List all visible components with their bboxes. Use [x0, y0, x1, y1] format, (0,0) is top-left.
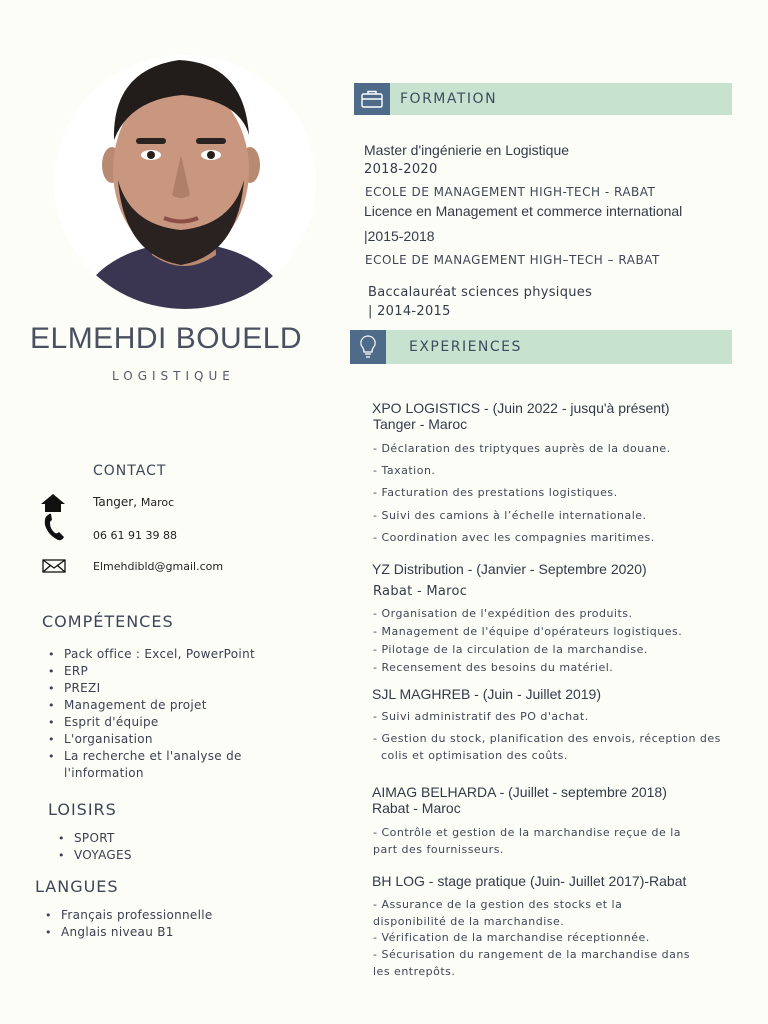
formation-heading: FORMATION	[400, 91, 498, 107]
candidate-name: ELMEHDI BOUELD	[30, 322, 303, 355]
briefcase-icon	[354, 83, 390, 115]
formation-line: Licence en Management et commerce international	[364, 203, 683, 219]
job-task: - Pilotage de la circulation de la marchandise.	[373, 643, 648, 656]
contact-heading: CONTACT	[93, 463, 167, 479]
contact-email: Elmehdibld@gmail.com	[93, 560, 224, 573]
list-item: • Anglais niveau B1	[45, 924, 213, 941]
formation-line: |2015-2018	[364, 228, 435, 244]
job-task: - Suivi des camions à l’échelle internationale.	[373, 509, 647, 522]
job-task: - Vérification de la marchandise réceptionnée.	[373, 931, 650, 944]
job-task: - Sécurisation du rangement de la marchandise dans	[373, 948, 691, 961]
job-title: SJL MAGHREB - (Juin - Juillet 2019)	[372, 686, 601, 702]
job-task: - Gestion du stock, planification des envois, réception des	[373, 732, 721, 745]
list-item: l'information	[64, 766, 144, 780]
job-location: Rabat - Maroc	[372, 800, 461, 816]
job-task: - Organisation de l'expédition des produits.	[373, 607, 633, 620]
envelope-icon	[42, 558, 66, 577]
skills-list	[48, 646, 255, 782]
job-task: disponibilité de la marchandise.	[373, 915, 565, 928]
formation-line: 2018-2020	[364, 162, 438, 177]
contact-address	[93, 495, 174, 509]
job-task: - Management de l'équipe d'opérateurs logistiques.	[373, 625, 683, 638]
job-task: - Facturation des prestations logistiques.	[373, 486, 618, 499]
hobbies-list	[58, 830, 132, 864]
job-task: - Coordination avec les compagnies maritimes.	[373, 531, 655, 544]
job-task: - Recensement des besoins du matériel.	[373, 661, 614, 674]
formation-line: | 2014-2015	[368, 304, 451, 319]
list-item: • SPORT	[58, 830, 132, 847]
experiences-bar	[350, 330, 732, 364]
job-task: colis et optimisation des coûts.	[381, 749, 568, 762]
job-location: Rabat - Maroc	[373, 584, 468, 599]
contact-phone: 06 61 91 39 88	[93, 529, 177, 542]
skills-heading: COMPÉTENCES	[42, 612, 174, 631]
job-title: AIMAG BELHARDA - (Juillet - septembre 2018)	[372, 784, 667, 800]
phone-icon	[44, 513, 66, 545]
list-item: • ERP	[48, 663, 255, 680]
job-task: - Déclaration des triptyques auprès de la douane.	[373, 442, 671, 455]
job-task: les entrepôts.	[373, 965, 456, 978]
languages-list	[45, 907, 213, 941]
list-item: • L'organisation	[48, 731, 255, 748]
job-title: XPO LOGISTICS - (Juin 2022 - jusqu'à présent)	[372, 400, 670, 416]
job-task: part des fournisseurs.	[373, 843, 504, 856]
list-item: • VOYAGES	[58, 847, 132, 864]
list-item: • La recherche et l'analyse de	[48, 748, 255, 765]
formation-line: Baccalauréat sciences physiques	[368, 285, 593, 300]
contact-country: Maroc	[140, 496, 175, 509]
lightbulb-icon	[350, 330, 386, 364]
contact-city: Tanger,	[93, 495, 138, 509]
candidate-title: LOGISTIQUE	[112, 369, 235, 383]
list-item: • Pack office : Excel, PowerPoint	[48, 646, 255, 663]
job-task: - Assurance de la gestion des stocks et la	[373, 898, 623, 911]
job-task: - Suivi administratif des PO d'achat.	[373, 710, 589, 723]
list-item: • Esprit d'équipe	[48, 714, 255, 731]
job-task: - Contrôle et gestion de la marchandise reçue de la	[373, 826, 682, 839]
formation-line: ECOLE DE MANAGEMENT HIGH–TECH – RABAT	[365, 253, 660, 267]
experiences-heading: EXPERIENCES	[409, 339, 522, 355]
list-item: • PREZI	[48, 680, 255, 697]
profile-photo	[54, 55, 316, 309]
job-task: - Taxation.	[373, 464, 436, 477]
hobbies-heading: LOISIRS	[48, 800, 117, 819]
languages-heading: LANGUES	[35, 877, 119, 896]
list-item: • Français professionnelle	[45, 907, 213, 924]
formation-line: ECOLE DE MANAGEMENT HIGH-TECH - RABAT	[365, 185, 656, 199]
job-title: BH LOG - stage pratique (Juin- Juillet 2017)-Rabat	[372, 873, 687, 889]
job-location: Tanger - Maroc	[373, 416, 468, 432]
list-item: • Management de projet	[48, 697, 255, 714]
formation-line: Master d'ingénierie en Logistique	[364, 142, 570, 158]
job-title: YZ Distribution - (Janvier - Septembre 2020)	[372, 561, 647, 577]
